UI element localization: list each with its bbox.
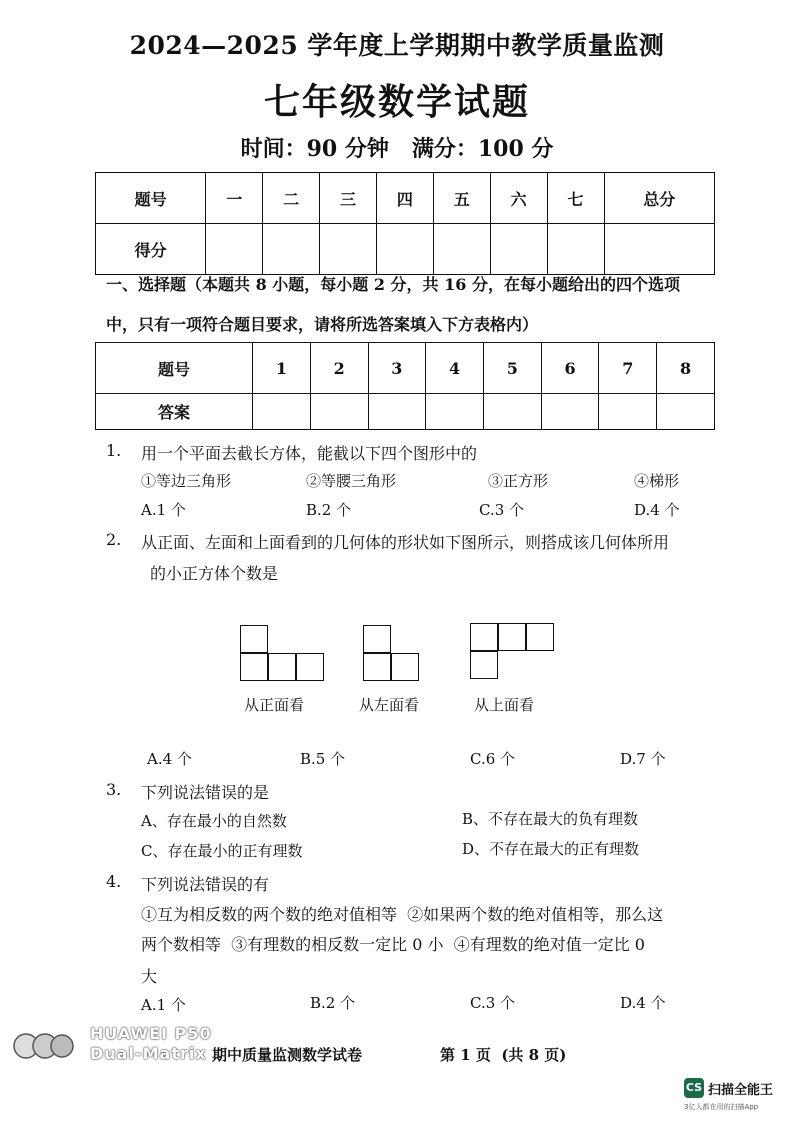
camera-watermark-model: HUAWEI P50: [90, 1024, 212, 1043]
score-table-value-row: [96, 224, 715, 275]
score-cell: 一: [206, 173, 263, 224]
q2-stem-line1: 从正面、左面和上面看到的几何体的形状如下图所示，则搭成该几何体所用: [141, 533, 670, 552]
q4-option-b: B.2 个: [310, 994, 356, 1012]
answer-table-value-row: [96, 394, 715, 430]
answer-empty-cell: [599, 394, 657, 430]
score-empty-cell: [490, 224, 547, 275]
score-cell: 六: [490, 173, 547, 224]
answer-empty-cell: [368, 394, 426, 430]
score-empty-cell: [377, 224, 434, 275]
q2-option-b: B.5 个: [300, 750, 346, 768]
q4-option-a: A.1 个: [141, 996, 186, 1014]
scanner-tagline: 3亿人都在用的扫描App: [684, 1103, 759, 1111]
section1-instruction-line1: 一、选择题（本题共 8 小题，每小题 2 分，共 16 分，在每小题给出的四个选项: [106, 275, 680, 294]
score-empty-cell: [206, 224, 263, 275]
score-cell: 四: [377, 173, 434, 224]
score-table: [95, 172, 715, 275]
score-cell: 七: [547, 173, 604, 224]
top-view-cell: [470, 651, 498, 679]
q4-option-c: C.3 个: [470, 994, 516, 1012]
left-view-cell: [363, 653, 391, 681]
top-view-caption: 从上面看: [474, 696, 535, 714]
q1-option-d: D.4 个: [634, 501, 680, 519]
answer-header-cell: 题号: [96, 343, 253, 394]
q1-item: ①等边三角形: [141, 472, 232, 490]
answer-empty-cell: [253, 394, 311, 430]
answer-empty-cell: [541, 394, 599, 430]
exam-period-title: 2024—2025 学年度上学期期中教学质量监测: [129, 31, 665, 60]
front-view-caption: 从正面看: [244, 696, 305, 714]
answer-row-label: 答案: [96, 394, 253, 430]
q2-option-d: D.7 个: [620, 750, 666, 768]
q1-item: ③正方形: [488, 472, 549, 490]
camera-logo-icon: [12, 1030, 74, 1062]
q4-number: 4.: [106, 872, 122, 891]
exam-meta: 时间：90 分钟 满分：100 分: [240, 136, 554, 162]
q1-item: ②等腰三角形: [306, 472, 397, 490]
score-empty-cell: [320, 224, 377, 275]
score-empty-cell: [547, 224, 604, 275]
q4-statements-line1: ①互为相反数的两个数的绝对值相等 ②如果两个数的绝对值相等，那么这: [141, 905, 664, 924]
q4-stem: 下列说法错误的有: [141, 875, 270, 894]
q1-option-b: B.2 个: [306, 501, 352, 519]
score-row-label: 得分: [96, 224, 206, 275]
answer-header-cell: 5: [483, 343, 541, 394]
q2-number: 2.: [106, 530, 122, 549]
q1-item: ④梯形: [634, 472, 680, 490]
left-view-cell: [391, 653, 419, 681]
answer-header-cell: 3: [368, 343, 426, 394]
q4-statements-line2: 两个数相等 ③有理数的相反数一定比 0 小 ④有理数的绝对值一定比 0: [141, 935, 645, 954]
camera-watermark-lens: Dual-Matrix: [90, 1044, 207, 1063]
answer-table: [95, 342, 715, 430]
q2-option-a: A.4 个: [147, 750, 192, 768]
q3-option-c: C、存在最小的正有理数: [141, 842, 303, 860]
q1-stem: 用一个平面去截长方体，能截以下四个图形中的: [141, 444, 478, 463]
section1-instruction-line2: 中，只有一项符合题目要求，请将所选答案填入下方表格内）: [106, 315, 539, 334]
answer-header-cell: 1: [253, 343, 311, 394]
top-view-cell: [498, 623, 526, 651]
q4-statements-line3: 大: [141, 967, 158, 986]
top-view-cell: [470, 623, 498, 651]
front-view-cell: [240, 625, 268, 653]
answer-empty-cell: [310, 394, 368, 430]
scanner-logo-icon: CS: [684, 1078, 704, 1098]
score-cell: 总分: [604, 173, 715, 224]
answer-header-cell: 6: [541, 343, 599, 394]
score-empty-cell: [263, 224, 320, 275]
answer-table-header-row: [96, 343, 715, 394]
top-view-figure: [470, 623, 560, 683]
q3-option-a: A、存在最小的自然数: [141, 812, 287, 830]
answer-empty-cell: [483, 394, 541, 430]
score-cell: 二: [263, 173, 320, 224]
q4-option-d: D.4 个: [620, 994, 666, 1012]
top-view-cell: [526, 623, 554, 651]
scanner-app-name: 扫描全能王: [708, 1083, 774, 1098]
left-view-figure: [363, 625, 423, 685]
q3-number: 3.: [106, 780, 122, 799]
answer-empty-cell: [657, 394, 715, 430]
score-cell: 三: [320, 173, 377, 224]
answer-empty-cell: [426, 394, 484, 430]
score-empty-cell: [604, 224, 715, 275]
answer-header-cell: 4: [426, 343, 484, 394]
q3-option-d: D、不存在最大的正有理数: [462, 840, 640, 858]
score-table-header-row: [96, 173, 715, 224]
answer-header-cell: 7: [599, 343, 657, 394]
q3-option-b: B、不存在最大的负有理数: [462, 810, 639, 828]
q1-option-c: C.3 个: [479, 501, 525, 519]
q2-option-c: C.6 个: [470, 750, 516, 768]
score-empty-cell: [433, 224, 490, 275]
front-view-cell: [268, 653, 296, 681]
left-view-cell: [363, 625, 391, 653]
exam-subject-title: 七年级数学试题: [263, 81, 530, 123]
score-cell: 题号: [96, 173, 206, 224]
footer-doc-name: 期中质量监测数学试卷: [212, 1046, 363, 1064]
left-view-caption: 从左面看: [359, 696, 420, 714]
answer-header-cell: 2: [310, 343, 368, 394]
answer-header-cell: 8: [657, 343, 715, 394]
front-view-cell: [296, 653, 324, 681]
q2-stem-line2: 的小正方体个数是: [150, 564, 279, 583]
q1-number: 1.: [106, 441, 122, 460]
footer-page-number: 第 1 页 (共 8 页): [440, 1046, 567, 1064]
front-view-cell: [240, 653, 268, 681]
q3-stem: 下列说法错误的是: [141, 783, 270, 802]
q1-option-a: A.1 个: [141, 501, 186, 519]
front-view-figure: [240, 625, 330, 685]
score-cell: 五: [433, 173, 490, 224]
